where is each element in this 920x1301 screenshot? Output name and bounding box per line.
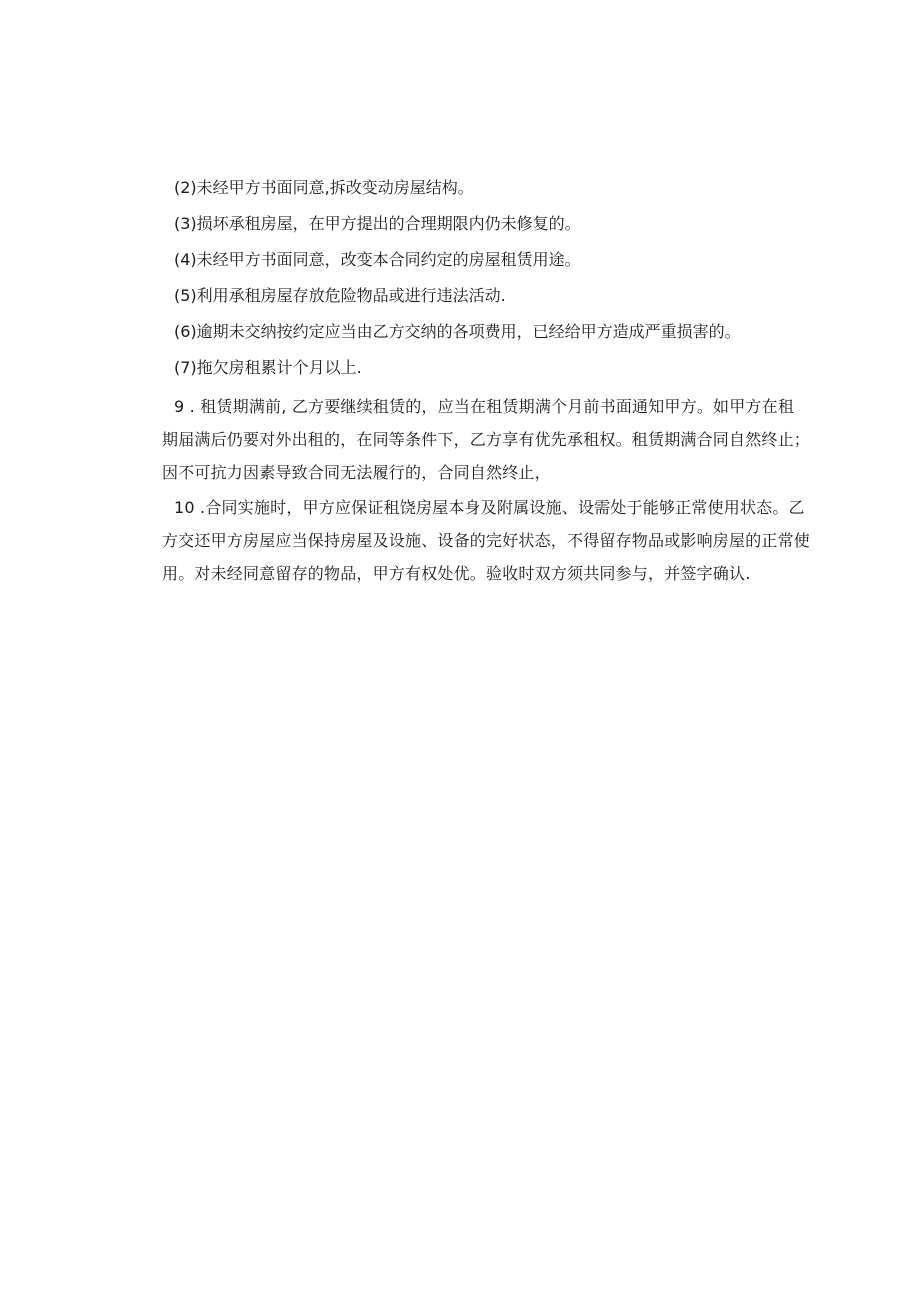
- clause-text: . 租赁期满前, 乙方要继续租赁的，应当在租赁期满个月前书面通知甲方。如甲方在租期届满后仍要对外出租的，在同等条件下，乙方享有优先承租权。租赁期满合同自然终止；因不可抗力因素导致合同无法履行的，合同自然终止，: [162, 397, 811, 482]
- list-item: (6)逾期未交纳按约定应当由乙方交纳的各项费用，已经给甲方造成严重损害的。: [174, 322, 741, 341]
- list-item: (7)拖欠房租累计个月以上.: [174, 358, 362, 377]
- clause-paragraph: [162, 491, 810, 590]
- clause-text: .合同实施时，甲方应保证租饶房屋本身及附属设施、设需处于能够正常使用状态。乙方交还甲方房屋应当保持房屋及设施、设备的完好状态，不得留存物品或影响房屋的正常使用。对未经同意留存的物品，甲方有权处优。验收时双方须共同参与，并签字确认.: [162, 498, 811, 583]
- list-item: (5)利用承租房屋存放危险物品或进行违法活动.: [174, 286, 506, 305]
- document-body: [162, 174, 810, 592]
- list-item: (4)未经甲方书面同意，改变本合同约定的房屋租赁用途。: [174, 250, 581, 269]
- clause-paragraph: [162, 390, 810, 489]
- clause-number: 10: [174, 498, 195, 517]
- list-item: (2)未经甲方书面同意,拆改变动房屋结构。: [174, 178, 474, 197]
- clause-number: 9: [174, 397, 185, 416]
- list-item: (3)损坏承租房屋，在甲方提出的合理期限内仍未修复的。: [174, 214, 581, 233]
